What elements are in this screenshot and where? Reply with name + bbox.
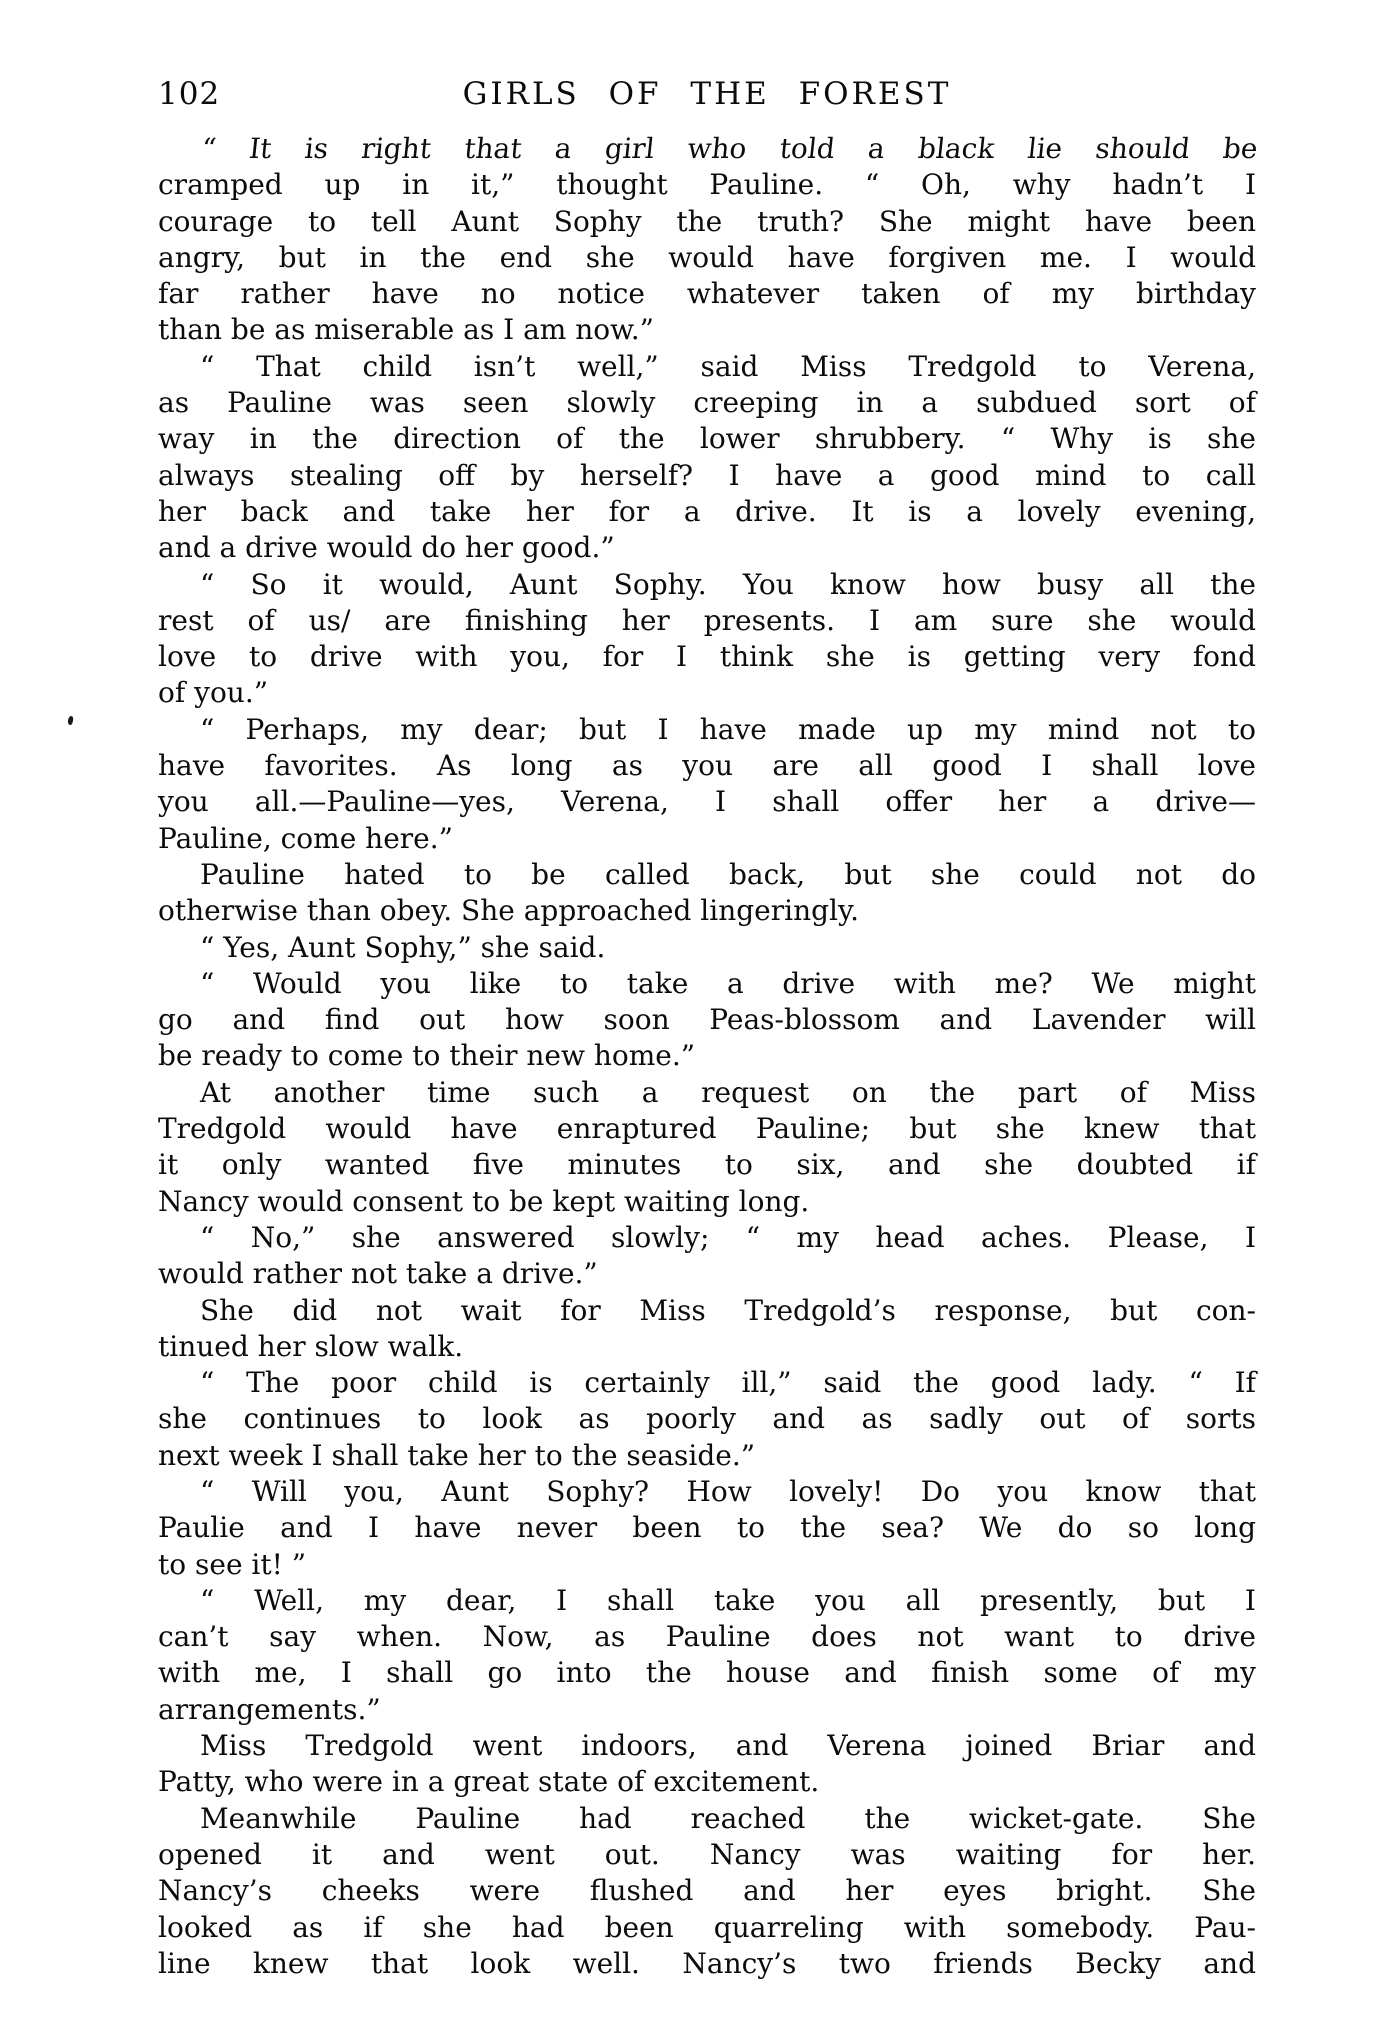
text-line: “ Perhaps, my dear; but I have made up my mind not to — [200, 712, 1256, 746]
text-line: always stealing off by herself? I have a good mind to call — [158, 458, 1256, 492]
text-line: of you.” — [158, 676, 269, 710]
paragraph — [158, 930, 1256, 966]
text-line: love to drive with you, for I think she is getting very fond — [158, 640, 1256, 674]
text-line: next week I shall take her to the seaside.” — [158, 1438, 756, 1472]
paragraph — [158, 349, 1256, 567]
text-line: she continues to look as poorly and as sadly out of sorts — [158, 1402, 1256, 1436]
text-line: Nancy’s cheeks were flushed and her eyes bright. She — [158, 1874, 1256, 1908]
paragraph — [158, 1220, 1256, 1293]
paragraph — [158, 567, 1256, 712]
text-line: looked as if she had been quarreling with somebody. Pau- — [158, 1910, 1256, 1944]
text-line: otherwise than obey. She approached lingeringly. — [158, 894, 859, 928]
text-line: way in the direction of the lower shrubbery. “ Why is she — [158, 422, 1256, 456]
paragraph — [158, 1474, 1256, 1583]
paragraph — [158, 966, 1256, 1075]
text-line: courage to tell Aunt Sophy the truth? She might have been — [158, 204, 1256, 238]
paragraph — [158, 712, 1256, 857]
text-line: have favorites. As long as you are all good I shall love — [158, 749, 1256, 783]
page-number: 102 — [158, 76, 221, 112]
text-line: Paulie and I have never been to the sea? We do so long — [158, 1511, 1256, 1545]
paragraph — [158, 1583, 1256, 1728]
text-line: can’t say when. Now, as Pauline does not want to drive — [158, 1620, 1256, 1654]
text-line: “ No,” she answered slowly; “ my head aches. Please, I — [200, 1220, 1256, 1254]
paragraph — [158, 857, 1256, 930]
text-line: as Pauline was seen slowly creeping in a subdued sort of — [158, 386, 1256, 420]
paragraph — [158, 131, 1260, 349]
text-line: “ That child isn’t well,” said Miss Tredgold to Verena, — [200, 349, 1256, 383]
text-line: Pauline hated to be called back, but she could not do — [200, 857, 1256, 891]
text-line: Pauline, come here.” — [158, 821, 453, 855]
text-line: At another time such a request on the part of Miss — [200, 1075, 1256, 1109]
text-line: “ The poor child is certainly ill,” said the good lady. “ If — [200, 1366, 1256, 1400]
paragraph — [158, 1075, 1256, 1220]
text-line: and a drive would do her good.” — [158, 531, 615, 565]
text-line: go and find out how soon Peas-blossom and Lavender will — [158, 1003, 1256, 1037]
paragraph — [158, 1293, 1256, 1366]
text-line: Nancy would consent to be kept waiting long. — [158, 1184, 810, 1218]
ink-speck-artifact — [67, 716, 74, 726]
text-line: “ So it would, Aunt Sophy. You know how busy all the — [200, 567, 1256, 601]
text-line: She did not wait for Miss Tredgold’s response, but con- — [200, 1293, 1256, 1327]
text-line: tinued her slow walk. — [158, 1329, 464, 1363]
running-title: GIRLS OF THE FOREST — [462, 76, 952, 112]
page-text — [158, 131, 1260, 1982]
text-line: it only wanted five minutes to six, and she doubted if — [158, 1148, 1256, 1182]
paragraph — [158, 1365, 1256, 1474]
paragraph — [158, 1728, 1256, 1801]
text-line: arrangements.” — [158, 1692, 381, 1726]
paragraph — [158, 1801, 1256, 1982]
text-line: Miss Tredgold went indoors, and Verena joined Briar and — [200, 1729, 1256, 1763]
text-line: far rather have no notice whatever taken of my birthday — [158, 277, 1256, 311]
text-line: angry, but in the end she would have forgiven me. I would — [158, 240, 1256, 274]
text-line: Tredgold would have enraptured Pauline; but she knew that — [158, 1112, 1256, 1146]
text-line: Meanwhile Pauline had reached the wicket-gate. She — [200, 1801, 1256, 1835]
text-line: line knew that look well. Nancy’s two friends Becky and — [158, 1946, 1256, 1980]
text-line: be ready to come to their new home.” — [158, 1039, 696, 1073]
text-line: “ Would you like to take a drive with me? We might — [200, 966, 1256, 1000]
text-line: “ It is right that a girl who told a black lie should be — [199, 132, 1260, 165]
text-line: opened it and went out. Nancy was waiting for her. — [158, 1837, 1256, 1871]
text-line: “ Yes, Aunt Sophy,” she said. — [200, 930, 606, 964]
text-line: “ Well, my dear, I shall take you all presently, but I — [200, 1583, 1256, 1617]
text-line: with me, I shall go into the house and finish some of my — [158, 1656, 1256, 1690]
text-line: “ Will you, Aunt Sophy? How lovely! Do you know that — [200, 1474, 1256, 1508]
text-line: would rather not take a drive.” — [158, 1257, 598, 1291]
text-line: than be as miserable as I am now.” — [158, 313, 654, 347]
text-line: cramped up in it,” thought Pauline. “ Oh, why hadn’t I — [158, 168, 1256, 202]
running-header — [158, 76, 1256, 116]
text-line: Patty, who were in a great state of excitement. — [158, 1765, 820, 1799]
text-line: rest of us/ are finishing her presents. I am sure she would — [158, 603, 1256, 637]
text-line: to see it! ” — [158, 1547, 307, 1581]
text-line: her back and take her for a drive. It is a lovely evening, — [158, 494, 1256, 528]
text-line: you all.—Pauline—yes, Verena, I shall offer her a drive— — [158, 785, 1256, 819]
